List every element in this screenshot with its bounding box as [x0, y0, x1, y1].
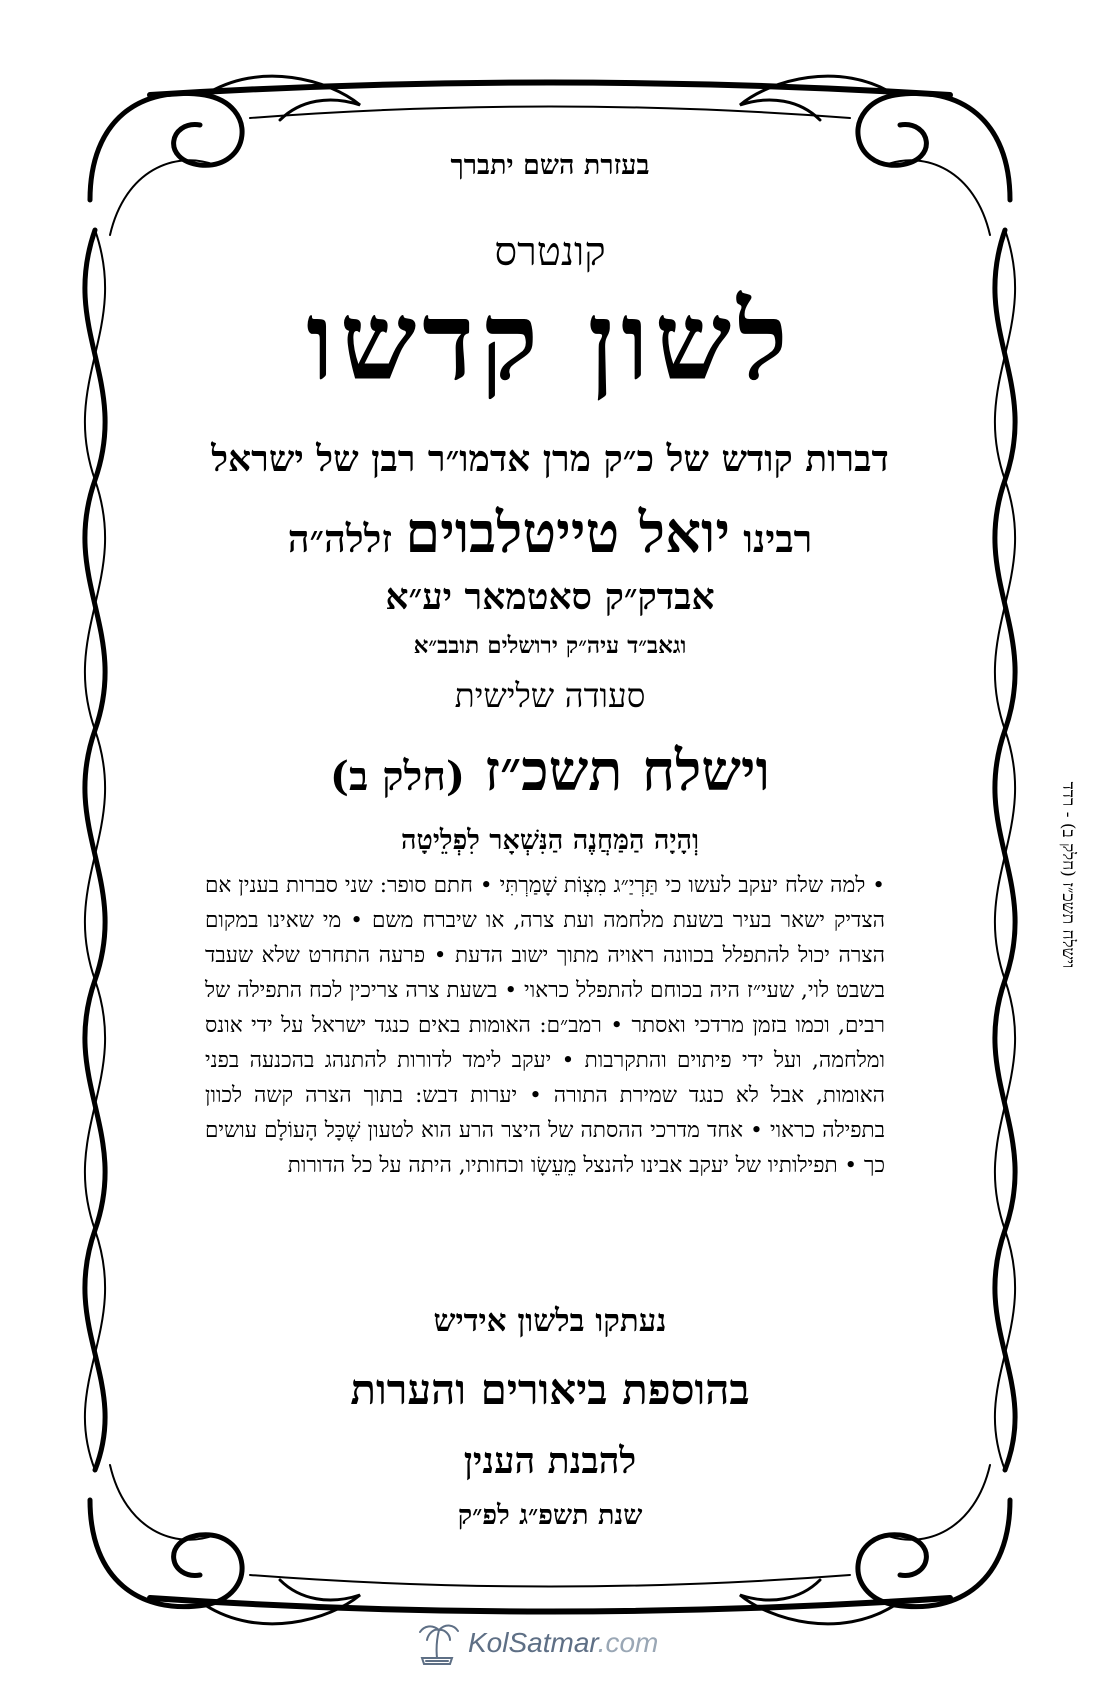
understanding-line: להבנת הענין [463, 1440, 637, 1482]
author-title-secondary: וגאב״ד עיה״ק ירושלים תובב״א [413, 632, 687, 659]
brand-domain: .com [597, 1627, 659, 1658]
author-suffix: זללה״ה [287, 516, 392, 561]
portion-part: (חלק ב) [330, 753, 465, 800]
translated-line: נעתקו בלשון אידיש [433, 1303, 667, 1339]
verse-line: וְהָיָה הַמַּחֲנֶה הַנִּשְׁאָר לִפְלֵיטָה [401, 825, 699, 856]
meal-heading: סעודה שלישית [454, 676, 646, 715]
author-name: יואל טייטלבוים [405, 500, 731, 566]
brand-name-main: KolSatmar [468, 1627, 598, 1658]
summary-paragraph: • למה שלח יעקב לעשו כי תַּרְיַ״ג מִצְוֹת שָׁמַרְתִּי • חתם סופר: שני סברות בענין אם הצדיק ישאר בעיר בשעת מלחמה ועת צרה, או שיברח משם • מי שאינו במקום הצרה יכול להתפלל בכוונה ראויה מתוך ישוב הדעת • פרעה התחרט שלא שעבד בשבט לוי, שעי״ז היה בכוחם להתפלל כראוי • בשעת צרה צריכין לכח התפילה של רבים, וכמו בזמן מרדכי ואסתר • רמב״ם: האומות באים כנגד ישראל על ידי אונס ומלחמה, ועל ידי פיתוים והתקרבות • יעקב לימד לדורות להתנהג בהכנעה בפני האומות, אבל לא כנגד שמירת התורה • יערות דבש: בתוך הצרה קשה לכוון בתפילה כראוי • אחד מדרכי ההסתה של היצר הרע הוא לטעון שֶׁכָּל הָעוֹלָם עושים כך • תפילותיו של יעקב אבינו להנצל מֵעֵשָׂו וכחותיו, היתה על כל הדורות [205, 873, 885, 1178]
author-prefix: רבינו [743, 516, 813, 561]
addition-line: בהוספת ביאורים והערות [350, 1365, 750, 1414]
author-words-line: דברות קודש של כ״ק מרן אדמו״ר רבן של ישראל [211, 438, 889, 480]
palm-tree-book-icon [410, 1618, 464, 1668]
brand-name [468, 1627, 658, 1659]
year-line: שנת תשפ״ג לפ״ק [457, 1500, 643, 1531]
portion-name: וישלח תשכ״ז [484, 738, 770, 804]
blessing-line: בעזרת השם יתברך [450, 150, 650, 181]
booklet-label: קונטרס [494, 229, 606, 275]
author-title-primary: אבדק״ק סאטמאר יע״א [385, 576, 715, 618]
side-running-title-text: וישלח תשכ״ז (חלק ב) - רדד [1058, 781, 1078, 969]
brand-footer[interactable] [410, 1618, 690, 1668]
author-name-line [0, 500, 1100, 566]
page-title: לשון קדשו [306, 279, 794, 405]
portion-heading [0, 738, 1100, 804]
